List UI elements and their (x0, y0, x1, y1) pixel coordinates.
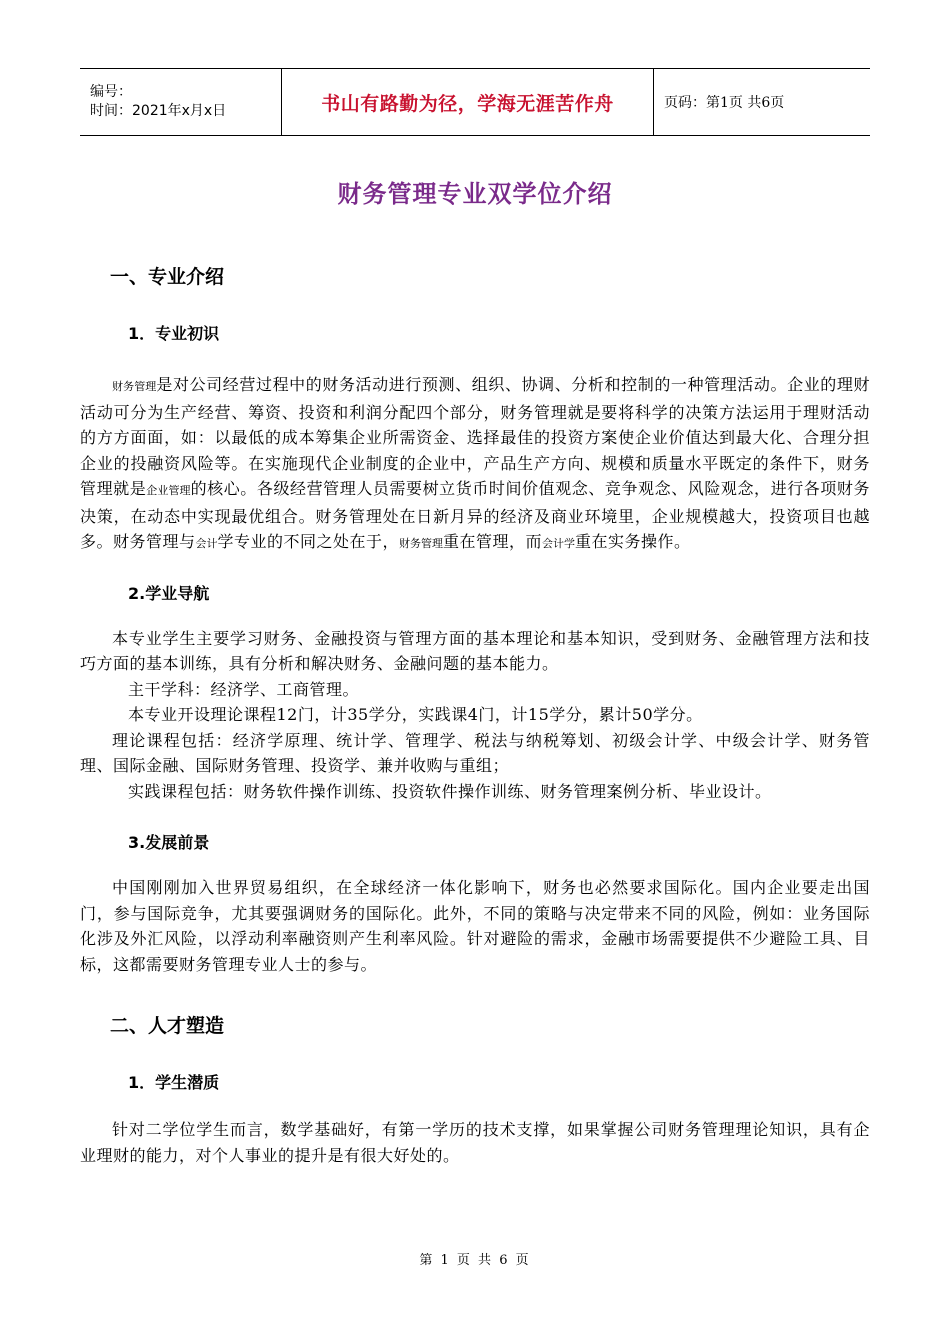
line-core-disciplines: 主干学科：经济学、工商管理。 (128, 679, 360, 699)
paragraph-text: 重在实务操作。 (575, 532, 691, 551)
paragraph-major-basics (80, 372, 870, 557)
paragraph-text: 的核心。各级经营管理人员需要树立货币时间价值观念、竞争观念、风险观念，进行各项财务决策，在动态中实现最优组合。财务管理处在日新月异的经济及商业环境里，企业规模越大，投资项目也越多。财务管理与 (80, 479, 870, 551)
section-heading-major-intro: 一、专业介绍 (110, 266, 225, 288)
section-heading-talent: 二、人才塑造 (110, 1015, 225, 1037)
inline-term: 会计 (195, 537, 218, 550)
document-body (80, 262, 870, 1168)
header-motto-cell (281, 69, 654, 135)
header-page-info: 页码：第1页 共6页 (664, 95, 785, 111)
subheading-study-guide: 2.学业导航 (128, 583, 210, 603)
document-title: 财务管理专业双学位介绍 (337, 180, 613, 208)
inline-term: 财务管理 (112, 380, 157, 393)
paragraph-prospects: 中国刚刚加入世界贸易组织，在全球经济一体化影响下，财务也必然要求国际化。国内企业要走出国门，参与国际竞争，尤其要强调财务的国际化。此外，不同的策略与决定带来不同的风险，例如：业务国际化涉及外汇风险，以浮动利率融资则产生利率风险。针对避险的需求，金融市场需要提供不少避险工具、目标，这都需要财务管理专业人士的参与。 (80, 878, 870, 974)
inline-term: 财务管理 (399, 537, 444, 550)
paragraph-text: 重在管理，而 (443, 532, 543, 551)
document-header (80, 68, 870, 136)
document-time-label: 时间：2021年x月x日 (90, 103, 227, 119)
subheading-major-basics: 1．专业初识 (128, 324, 220, 343)
inline-term: 企业管理 (146, 484, 191, 497)
subheading-student-potential: 1．学生潜质 (128, 1073, 220, 1092)
document-number-label: 编号： (90, 84, 132, 100)
header-page-cell (654, 69, 870, 135)
paragraph-text: 学专业的不同之处在于， (217, 532, 400, 551)
inline-term: 会计学 (542, 537, 576, 550)
header-motto: 书山有路勤为径，学海无涯苦作舟 (321, 92, 614, 115)
header-meta (80, 69, 281, 135)
line-practice-courses: 实践课程包括：财务软件操作训练、投资软件操作训练、财务管理案例分析、毕业设计。 (128, 781, 772, 801)
subheading-prospects: 3.发展前景 (128, 833, 210, 852)
paragraph-text: 是对公司经营过程中的财务活动进行预测、组织、协调、分析和控制的一种管理活动。企业的理财活动可分为生产经营、筹资、投资和利润分配四个部分，财务管理就是要将科学的决策方法运用于理财活动的方方面面，如：以最低的成本筹集企业所需资金、选择最佳的投资方案使企业价值达到最大化、合理分担企业的投融资风险等。在实施现代企业制度的企业中，产品生产方向、规模和质量水平既定的条件下，财务管理就是 (80, 375, 870, 498)
page-footer: 第 1 页 共 6 页 (419, 1253, 531, 1268)
line-course-credits: 本专业开设理论课程12门，计35学分，实践课4门，计15学分，累计50学分。 (128, 705, 703, 724)
paragraph-study-guide: 本专业学生主要学习财务、金融投资与管理方面的基本理论和基本知识，受到财务、金融管理方法和技巧方面的基本训练，具有分析和解决财务、金融问题的基本能力。 (80, 628, 870, 673)
paragraph-theory-courses: 理论课程包括：经济学原理、统计学、管理学、税法与纳税筹划、初级会计学、中级会计学、财务管理、国际金融、国际财务管理、投资学、兼并收购与重组； (80, 730, 870, 775)
paragraph-student-potential: 针对二学位学生而言，数学基础好，有第一学历的技术支撑，如果掌握公司财务管理理论知识，具有企业理财的能力，对个人事业的提升是有很大好处的。 (80, 1120, 870, 1165)
